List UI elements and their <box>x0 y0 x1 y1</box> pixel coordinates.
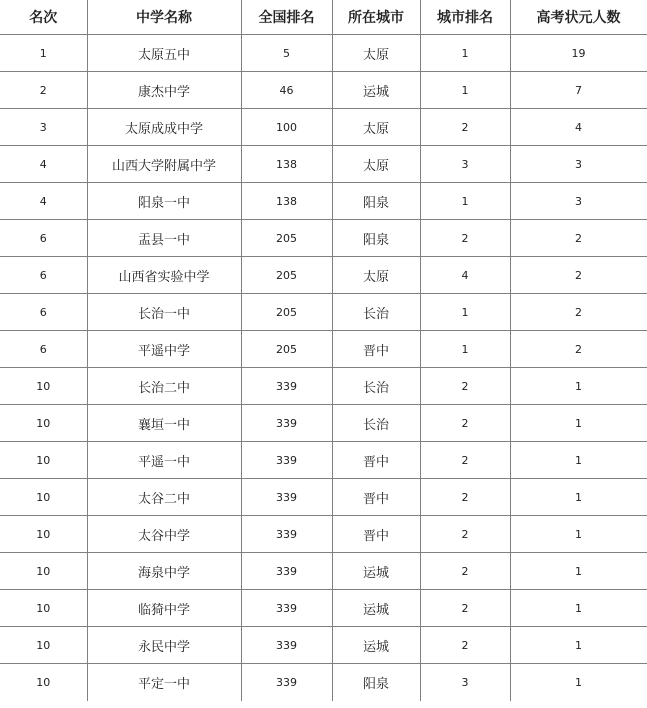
school-cell: 太谷二中 <box>87 479 241 516</box>
school-cell: 长治一中 <box>87 294 241 331</box>
city-cell: 太原 <box>332 109 420 146</box>
city-rank-cell: 2 <box>420 516 510 553</box>
rank-cell: 6 <box>0 331 87 368</box>
national-rank-cell: 339 <box>241 442 332 479</box>
header-top-scorers: 高考状元人数 <box>510 0 647 35</box>
table-row <box>0 331 647 368</box>
table-row <box>0 35 647 72</box>
rank-cell: 4 <box>0 146 87 183</box>
school-cell: 永民中学 <box>87 627 241 664</box>
table-row <box>0 664 647 702</box>
top-scorers-cell: 1 <box>510 405 647 442</box>
city-rank-cell: 3 <box>420 664 510 702</box>
city-cell: 长治 <box>332 405 420 442</box>
rank-cell: 4 <box>0 183 87 220</box>
rank-cell: 6 <box>0 257 87 294</box>
top-scorers-cell: 1 <box>510 516 647 553</box>
header-city-rank: 城市排名 <box>420 0 510 35</box>
table-row <box>0 220 647 257</box>
city-rank-cell: 2 <box>420 627 510 664</box>
city-cell: 运城 <box>332 627 420 664</box>
city-cell: 阳泉 <box>332 664 420 702</box>
city-cell: 运城 <box>332 553 420 590</box>
city-rank-cell: 2 <box>420 368 510 405</box>
table-row <box>0 590 647 627</box>
school-cell: 康杰中学 <box>87 72 241 109</box>
table-row <box>0 109 647 146</box>
national-rank-cell: 339 <box>241 405 332 442</box>
top-scorers-cell: 2 <box>510 257 647 294</box>
top-scorers-cell: 7 <box>510 72 647 109</box>
rank-cell: 6 <box>0 294 87 331</box>
city-cell: 晋中 <box>332 331 420 368</box>
city-rank-cell: 1 <box>420 183 510 220</box>
city-cell: 太原 <box>332 257 420 294</box>
city-cell: 阳泉 <box>332 183 420 220</box>
table-row <box>0 257 647 294</box>
rank-cell: 3 <box>0 109 87 146</box>
table-row <box>0 405 647 442</box>
top-scorers-cell: 3 <box>510 146 647 183</box>
national-rank-cell: 339 <box>241 479 332 516</box>
national-rank-cell: 339 <box>241 627 332 664</box>
city-cell: 晋中 <box>332 442 420 479</box>
school-cell: 山西省实验中学 <box>87 257 241 294</box>
national-rank-cell: 339 <box>241 553 332 590</box>
city-rank-cell: 2 <box>420 590 510 627</box>
school-cell: 平遥一中 <box>87 442 241 479</box>
school-cell: 平遥中学 <box>87 331 241 368</box>
national-rank-cell: 339 <box>241 516 332 553</box>
top-scorers-cell: 19 <box>510 35 647 72</box>
rank-cell: 10 <box>0 405 87 442</box>
national-rank-cell: 100 <box>241 109 332 146</box>
header-city: 所在城市 <box>332 0 420 35</box>
city-cell: 晋中 <box>332 479 420 516</box>
national-rank-cell: 138 <box>241 183 332 220</box>
top-scorers-cell: 1 <box>510 442 647 479</box>
rank-cell: 10 <box>0 368 87 405</box>
city-cell: 阳泉 <box>332 220 420 257</box>
table-row <box>0 146 647 183</box>
table-row <box>0 72 647 109</box>
rank-cell: 1 <box>0 35 87 72</box>
school-cell: 临猗中学 <box>87 590 241 627</box>
header-row <box>0 0 647 35</box>
table-row <box>0 183 647 220</box>
top-scorers-cell: 1 <box>510 553 647 590</box>
rank-cell: 10 <box>0 516 87 553</box>
city-rank-cell: 2 <box>420 553 510 590</box>
city-cell: 长治 <box>332 294 420 331</box>
city-rank-cell: 2 <box>420 405 510 442</box>
city-cell: 太原 <box>332 146 420 183</box>
rank-cell: 10 <box>0 479 87 516</box>
city-rank-cell: 2 <box>420 109 510 146</box>
city-rank-cell: 3 <box>420 146 510 183</box>
rank-cell: 10 <box>0 627 87 664</box>
header-rank: 名次 <box>0 0 87 35</box>
table-row <box>0 627 647 664</box>
top-scorers-cell: 1 <box>510 664 647 702</box>
rank-cell: 2 <box>0 72 87 109</box>
school-cell: 太谷中学 <box>87 516 241 553</box>
top-scorers-cell: 1 <box>510 590 647 627</box>
top-scorers-cell: 4 <box>510 109 647 146</box>
rank-cell: 6 <box>0 220 87 257</box>
school-cell: 襄垣一中 <box>87 405 241 442</box>
rank-cell: 10 <box>0 664 87 702</box>
top-scorers-cell: 3 <box>510 183 647 220</box>
top-scorers-cell: 1 <box>510 368 647 405</box>
top-scorers-cell: 2 <box>510 294 647 331</box>
school-cell: 海泉中学 <box>87 553 241 590</box>
school-cell: 长治二中 <box>87 368 241 405</box>
school-cell: 太原成成中学 <box>87 109 241 146</box>
school-cell: 山西大学附属中学 <box>87 146 241 183</box>
top-scorers-cell: 2 <box>510 220 647 257</box>
city-cell: 太原 <box>332 35 420 72</box>
school-cell: 盂县一中 <box>87 220 241 257</box>
city-cell: 运城 <box>332 72 420 109</box>
table-row <box>0 553 647 590</box>
national-rank-cell: 205 <box>241 257 332 294</box>
header-national-rank: 全国排名 <box>241 0 332 35</box>
city-rank-cell: 1 <box>420 72 510 109</box>
top-scorers-cell: 2 <box>510 331 647 368</box>
national-rank-cell: 205 <box>241 294 332 331</box>
national-rank-cell: 205 <box>241 220 332 257</box>
national-rank-cell: 46 <box>241 72 332 109</box>
city-cell: 长治 <box>332 368 420 405</box>
table-row <box>0 516 647 553</box>
national-rank-cell: 5 <box>241 35 332 72</box>
national-rank-cell: 138 <box>241 146 332 183</box>
table-row <box>0 442 647 479</box>
table-row <box>0 368 647 405</box>
city-rank-cell: 1 <box>420 294 510 331</box>
city-rank-cell: 2 <box>420 479 510 516</box>
city-rank-cell: 1 <box>420 35 510 72</box>
rank-cell: 10 <box>0 442 87 479</box>
school-cell: 阳泉一中 <box>87 183 241 220</box>
top-scorers-cell: 1 <box>510 479 647 516</box>
national-rank-cell: 339 <box>241 590 332 627</box>
school-cell: 太原五中 <box>87 35 241 72</box>
city-rank-cell: 2 <box>420 442 510 479</box>
city-rank-cell: 2 <box>420 220 510 257</box>
table-row <box>0 479 647 516</box>
top-scorers-cell: 1 <box>510 627 647 664</box>
city-cell: 运城 <box>332 590 420 627</box>
national-rank-cell: 205 <box>241 331 332 368</box>
city-rank-cell: 1 <box>420 331 510 368</box>
city-cell: 晋中 <box>332 516 420 553</box>
national-rank-cell: 339 <box>241 664 332 702</box>
national-rank-cell: 339 <box>241 368 332 405</box>
city-rank-cell: 4 <box>420 257 510 294</box>
rank-cell: 10 <box>0 553 87 590</box>
header-school-name: 中学名称 <box>87 0 241 35</box>
rank-cell: 10 <box>0 590 87 627</box>
table-row <box>0 294 647 331</box>
school-cell: 平定一中 <box>87 664 241 702</box>
